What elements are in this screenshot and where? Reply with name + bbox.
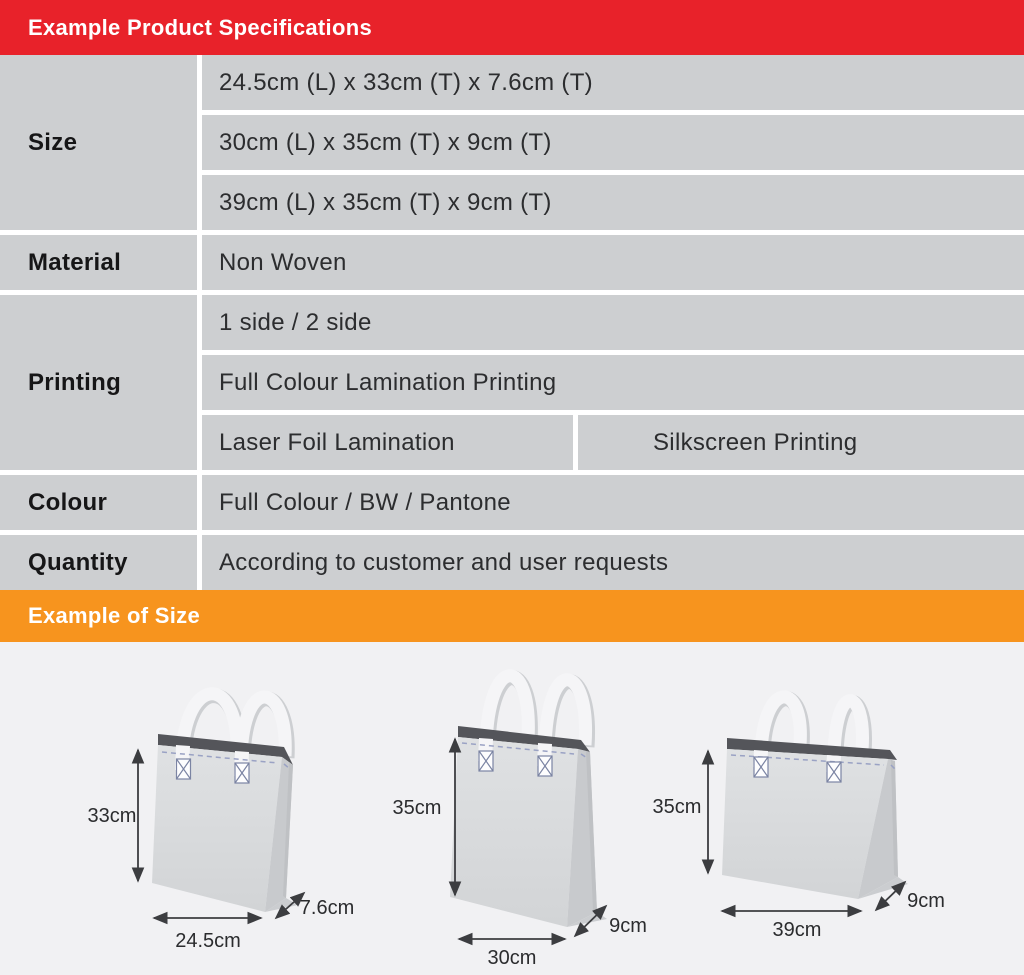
- spec-header-bar: [0, 0, 1024, 55]
- bag-front: [450, 737, 578, 927]
- size-section-title: Example of Size: [28, 603, 201, 628]
- size-header-bar: [0, 590, 1024, 642]
- row-label-size: Size: [0, 55, 197, 230]
- bag3-height-label: 35cm: [652, 796, 702, 818]
- spec-table: [0, 55, 1024, 590]
- table-row: [0, 295, 1024, 470]
- printing-value-3a: Laser Foil Lamination: [202, 415, 573, 470]
- row-label-quantity: Quantity: [0, 535, 197, 590]
- bag1-height-label: 33cm: [87, 805, 137, 827]
- spec-title: Example Product Specifications: [28, 14, 372, 40]
- row-label-material: Material: [0, 235, 197, 290]
- bag2-height-label: 35cm: [392, 797, 442, 819]
- bag-illustration-medium: [385, 642, 655, 967]
- bag1-depth-label: 7.6cm: [299, 897, 355, 919]
- quantity-value: According to customer and user requests: [202, 535, 1024, 590]
- printing-value-1: 1 side / 2 side: [202, 295, 1024, 350]
- row-label-colour: Colour: [0, 475, 197, 530]
- table-row: [0, 475, 1024, 530]
- table-row: [0, 535, 1024, 590]
- bag3-depth-label: 9cm: [907, 890, 945, 912]
- size-value-2: 30cm (L) x 35cm (T) x 9cm (T): [202, 115, 1024, 170]
- bag3-width-label: 39cm: [772, 919, 822, 941]
- material-value: Non Woven: [202, 235, 1024, 290]
- row-label-printing: Printing: [0, 295, 197, 470]
- colour-value: Full Colour / BW / Pantone: [202, 475, 1024, 530]
- table-row: [0, 235, 1024, 290]
- bag-front: [152, 745, 282, 912]
- bag2-depth-label: 9cm: [609, 915, 647, 937]
- size-value-3: 39cm (L) x 35cm (T) x 9cm (T): [202, 175, 1024, 230]
- bag-illustration-small: [80, 650, 365, 960]
- printing-value-3b: Silkscreen Printing: [578, 415, 1024, 470]
- bag-illustration-wide: [645, 644, 980, 944]
- size-value-1: 24.5cm (L) x 33cm (T) x 7.6cm (T): [202, 55, 1024, 110]
- table-row: [0, 55, 1024, 230]
- printing-value-2: Full Colour Lamination Printing: [202, 355, 1024, 410]
- bag1-width-label: 24.5cm: [175, 930, 241, 952]
- size-diagram: [0, 642, 1024, 975]
- bag2-width-label: 30cm: [487, 947, 537, 967]
